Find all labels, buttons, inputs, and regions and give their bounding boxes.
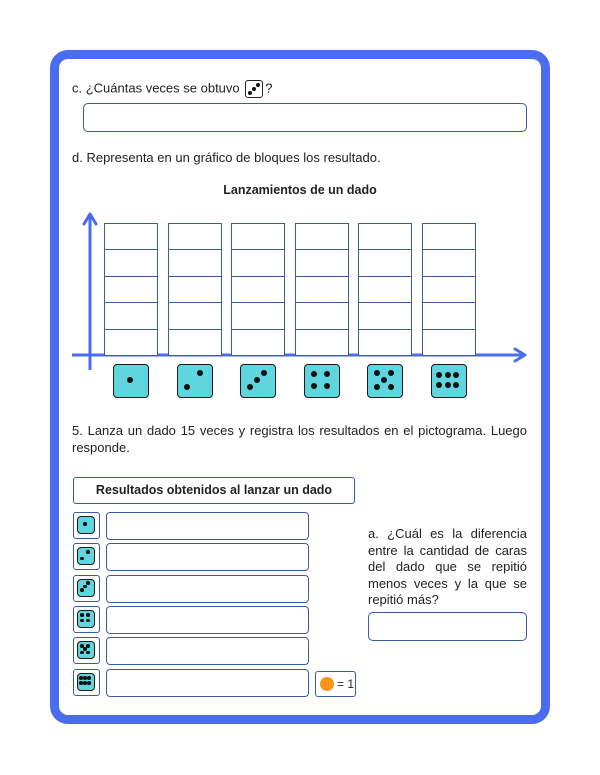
die-face-2-icon (77, 547, 95, 565)
pictogram-row-2[interactable] (106, 543, 309, 571)
chart-block-cell[interactable] (168, 276, 222, 303)
chart-block-cell[interactable] (422, 223, 476, 250)
die-face-5-icon (77, 641, 95, 659)
legend-text: = 1 (337, 677, 355, 691)
chart-block-cell[interactable] (422, 276, 476, 303)
die-face-4-icon (304, 364, 340, 398)
chart-block-cell[interactable] (231, 329, 285, 356)
question-c-text: c. ¿Cuántas veces se obtuvo (72, 80, 240, 96)
chart-block-cell[interactable] (295, 249, 349, 276)
pictogram-die-box (73, 606, 100, 633)
pictogram-die-box (73, 575, 100, 602)
chart-block-cell[interactable] (295, 223, 349, 250)
die-face-6-icon (77, 673, 95, 691)
chart-block-cell[interactable] (358, 329, 412, 356)
chart-block-cell[interactable] (168, 329, 222, 356)
pictogram-row-4[interactable] (106, 606, 309, 634)
die-face-1-icon (77, 516, 95, 534)
chart-block-cell[interactable] (422, 249, 476, 276)
chart-block-cell[interactable] (295, 302, 349, 329)
chart-block-cell[interactable] (422, 302, 476, 329)
chart-block-cell[interactable] (358, 276, 412, 303)
chart-block-cell[interactable] (104, 329, 158, 356)
pictogram-row-1[interactable] (106, 512, 309, 540)
answer-box-a[interactable] (368, 612, 527, 641)
die-face-5-icon (367, 364, 403, 398)
orange-circle-icon (320, 677, 334, 691)
chart-block-cell[interactable] (168, 249, 222, 276)
chart-block-cell[interactable] (104, 249, 158, 276)
question-c-mark: ? (265, 80, 273, 96)
chart-block-cell[interactable] (168, 223, 222, 250)
chart-block-cell[interactable] (358, 302, 412, 329)
chart-block-cell[interactable] (104, 223, 158, 250)
chart-block-cell[interactable] (168, 302, 222, 329)
chart-title: Lanzamientos de un dado (223, 183, 377, 197)
chart-block-cell[interactable] (358, 249, 412, 276)
question-5-text: 5. Lanza un dado 15 veces y registra los resultados en el pictograma. Luego responde. (72, 423, 527, 455)
question-d-text: d. Representa en un gráfico de bloques los resultado. (72, 150, 381, 165)
die-face-2-icon (177, 364, 213, 398)
die-face-3-icon (77, 579, 95, 597)
pictogram-title: Resultados obtenidos al lanzar un dado (73, 477, 355, 504)
chart-block-cell[interactable] (104, 302, 158, 329)
chart-block-cell[interactable] (231, 302, 285, 329)
pictogram-die-box (73, 669, 100, 696)
chart-block-cell[interactable] (422, 329, 476, 356)
chart-block-cell[interactable] (295, 329, 349, 356)
pictogram-die-box (73, 512, 100, 539)
die-face-3-icon (240, 364, 276, 398)
die-face-1-icon (113, 364, 149, 398)
pictogram-die-box (73, 637, 100, 664)
chart-block-cell[interactable] (231, 249, 285, 276)
chart-block-cell[interactable] (104, 276, 158, 303)
chart-block-cell[interactable] (295, 276, 349, 303)
die-face-4-icon (77, 610, 95, 628)
question-a-text: a. ¿Cuál es la diferencia entre la cantidad de caras del dado que se repitió menos veces y la que se repitió más? (368, 526, 527, 607)
chart-block-cell[interactable] (358, 223, 412, 250)
pictogram-row-6[interactable] (106, 669, 309, 697)
pictogram-legend (315, 671, 356, 697)
pictogram-row-5[interactable] (106, 637, 309, 665)
die-face-6-icon (431, 364, 467, 398)
pictogram-die-box (73, 543, 100, 570)
chart-block-cell[interactable] (231, 223, 285, 250)
chart-block-cell[interactable] (231, 276, 285, 303)
pictogram-row-3[interactable] (106, 575, 309, 603)
